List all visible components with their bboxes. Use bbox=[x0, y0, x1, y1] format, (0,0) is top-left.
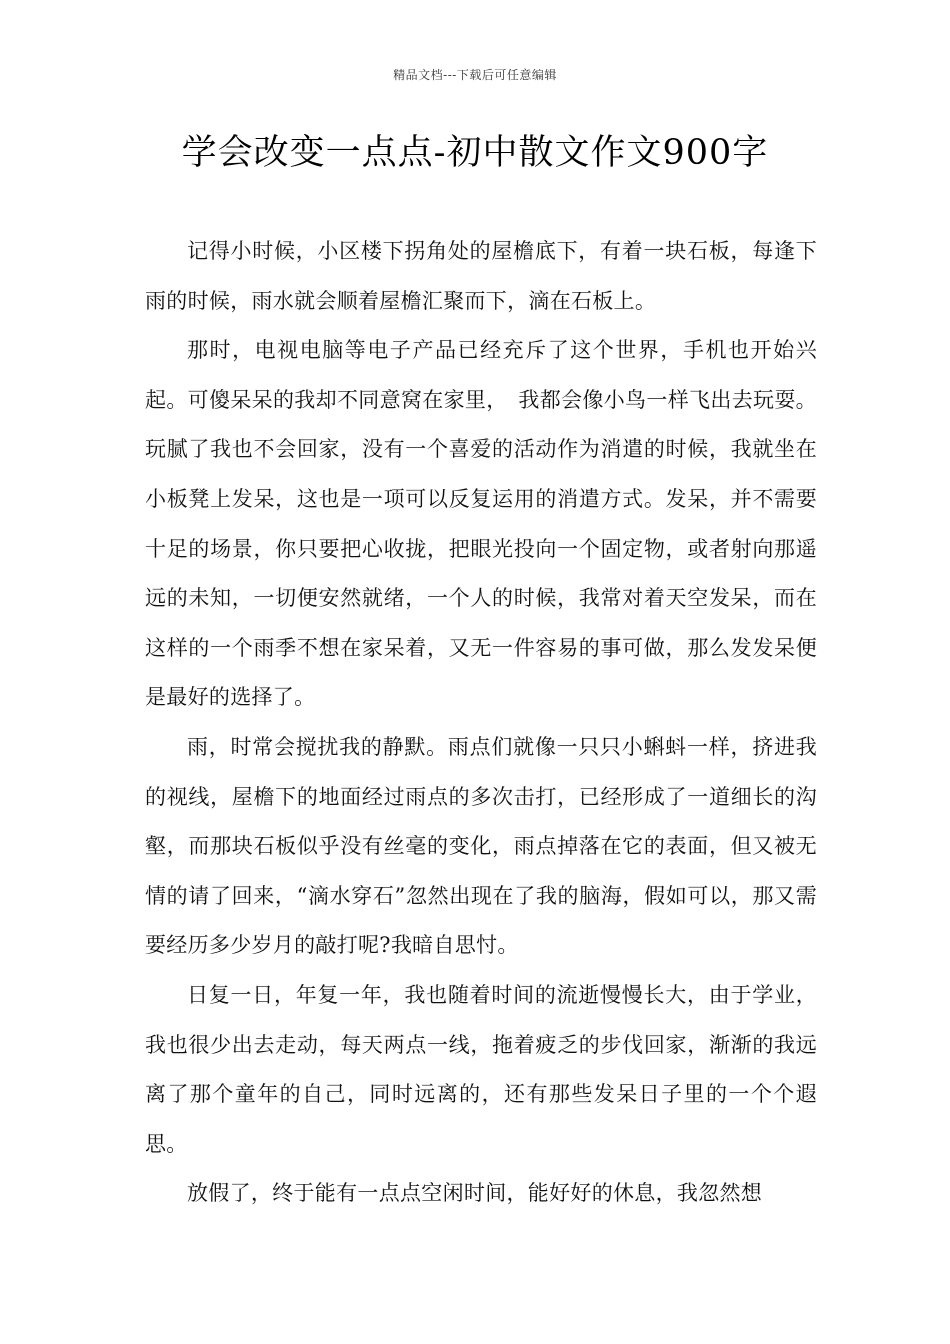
document-body bbox=[145, 227, 817, 1219]
paragraph: 日复一日，年复一年，我也随着时间的流逝慢慢长大，由于学业，我也很少出去走动，每天两点一线，拖着疲乏的步伐回家，渐渐的我远离了那个童年的自己，同时远离的，还有那些发呆日子里的一个个遐思。 bbox=[145, 982, 817, 1156]
paragraph: 记得小时候，小区楼下拐角处的屋檐底下，有着一块石板，每逢下雨的时候，雨水就会顺着屋檐汇聚而下，滴在石板上。 bbox=[145, 239, 817, 313]
paragraph: 雨，时常会搅扰我的静默。雨点们就像一只只小蝌蚪一样，挤进我的视线，屋檐下的地面经过雨点的多次击打，已经形成了一道细长的沟壑，而那块石板似乎没有丝毫的变化，雨点掉落在它的表面，但又被无情的请了回来，“滴水穿石”忽然出现在了我的脑海，假如可以，那又需要经历多少岁月的敲打呢?我暗自思忖。 bbox=[145, 734, 817, 958]
paragraph: 那时，电视电脑等电子产品已经充斥了这个世界，手机也开始兴起。可傻呆呆的我却不同意窝在家里， 我都会像小鸟一样飞出去玩耍。玩腻了我也不会回家，没有一个喜爱的活动作为消遣的时候，我就坐在小板凳上发呆，这也是一项可以反复运用的消遣方式。发呆，并不需要十足的场景，你只要把心收拢，把眼光投向一个固定物，或者射向那遥远的未知，一切便安然就绪，一个人的时候，我常对着天空发呆，而在这样的一个雨季不想在家呆着，又无一件容易的事可做，那么发发呆便是最好的选择了。 bbox=[145, 338, 817, 710]
document-title: 学会改变一点点-初中散文作文900字 bbox=[181, 133, 769, 173]
header-note: 精品文档---下载后可任意编辑 bbox=[393, 68, 557, 82]
paragraph: 放假了，终于能有一点点空闲时间，能好好的休息，我忽然想 bbox=[187, 1181, 763, 1206]
